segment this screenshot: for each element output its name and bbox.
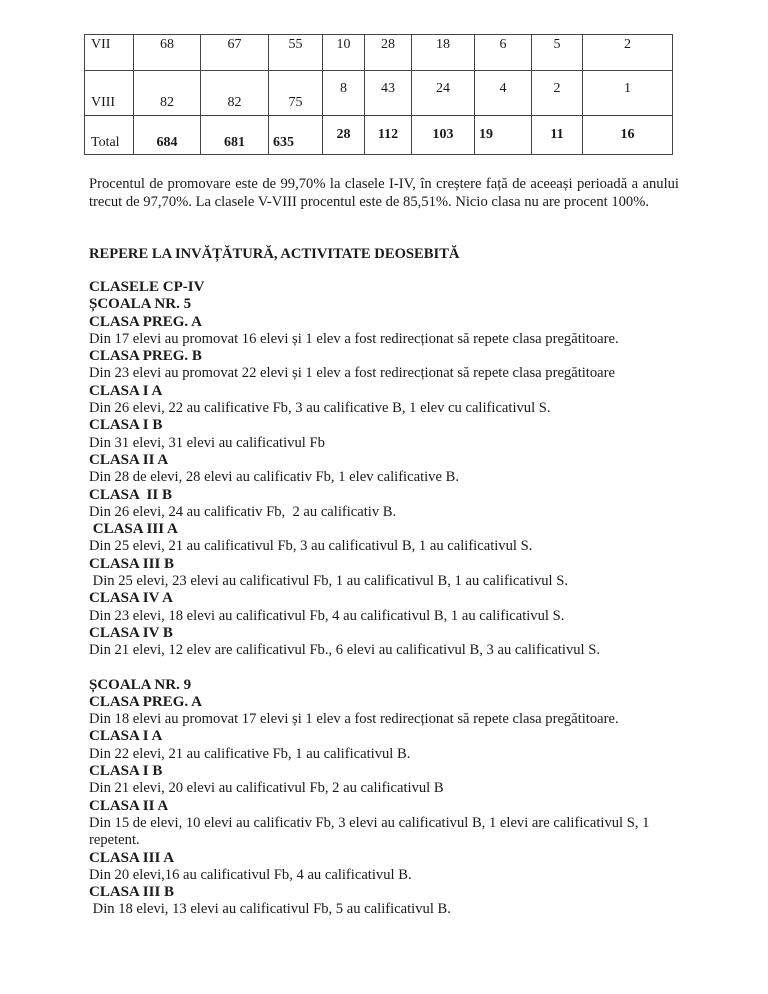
class-description: Din 15 de elevi, 10 elevi au calificativ Fb, 3 elevi au calificativul B, 1 elevi are calificativul S, 1 repetent.	[89, 814, 650, 849]
class-title: CLASA III A	[89, 521, 178, 538]
class-title: CLASA PREG. B	[89, 348, 202, 365]
table-cell: 1	[583, 71, 673, 116]
table-cell: 28	[365, 35, 412, 71]
cycle-title: CLASELE CP-IV	[89, 279, 205, 295]
class-title: CLASA PREG. A	[89, 313, 202, 330]
table-cell: 10	[323, 35, 365, 71]
class-title: CLASA III A	[89, 849, 175, 866]
table-cell: 11	[532, 116, 583, 155]
table-cell: 681	[201, 116, 269, 155]
row-label: VII	[85, 35, 134, 71]
table-cell: 43	[365, 71, 412, 116]
promotion-paragraph: Procentul de promovare este de 99,70% la clasele I-IV, în creștere față de aceeași perioadă a anului trecut de 97,70%. La clasele V-VIII procentul este de 85,51%. Nicio clasa nu are procent 100%.	[89, 176, 679, 210]
table-cell: 635	[269, 116, 323, 155]
table-cell: 2	[532, 71, 583, 116]
class-title: CLASA III B	[89, 884, 175, 901]
table-row	[85, 35, 673, 71]
class-title: CLASA III B	[89, 555, 175, 572]
class-description: Din 23 elevi au promovat 22 elevi și 1 elev a fost redirecționat să repete clasa pregătitoare	[89, 365, 615, 382]
class-title: CLASA II A	[89, 797, 169, 814]
table-cell: 16	[583, 116, 673, 155]
table-cell: 8	[323, 71, 365, 116]
school-section	[89, 296, 689, 659]
class-description: Din 23 elevi, 18 elevi au calificativul Fb, 4 au calificativul B, 1 au calificativul S.	[89, 607, 565, 624]
class-description: Din 18 elevi, 13 elevi au calificativul Fb, 5 au calificativul B.	[89, 901, 451, 918]
table-row	[85, 71, 673, 116]
class-title: CLASA IV A	[89, 590, 173, 607]
school-title: ȘCOALA NR. 9	[89, 676, 192, 693]
spacer	[89, 660, 689, 677]
class-description: Din 26 elevi, 22 au calificative Fb, 3 au calificative B, 1 elev cu calificativul S.	[89, 400, 551, 417]
table-cell: 68	[134, 35, 201, 71]
class-title: CLASA PREG. A	[89, 693, 202, 710]
table-cell: 684	[134, 116, 201, 155]
table-cell: 28	[323, 116, 365, 155]
class-description: Din 21 elevi, 20 elevi au calificativul Fb, 2 au calificativul B	[89, 780, 444, 797]
class-description: Din 17 elevi au promovat 16 elevi și 1 elev a fost redirecționat să repete clasa pregătitoare.	[89, 330, 619, 347]
table-cell: 75	[269, 71, 323, 116]
section-title: REPERE LA INVĂȚĂTURĂ, ACTIVITATE DEOSEBITĂ	[89, 246, 460, 262]
class-description: Din 20 elevi,16 au calificativul Fb, 4 au calificativul B.	[89, 866, 412, 883]
class-description: Din 28 de elevi, 28 elevi au calificativ Fb, 1 elev calificative B.	[89, 469, 459, 486]
class-title: CLASA II B	[89, 486, 172, 503]
class-description: Din 21 elevi, 12 elev are calificativul Fb., 6 elevi au calificativul B, 3 au calificativul S.	[89, 642, 601, 659]
table-cell: 67	[201, 35, 269, 71]
row-label: VIII	[85, 71, 134, 116]
table-cell: 112	[365, 116, 412, 155]
table-cell: 19	[475, 116, 532, 155]
table-cell: 103	[412, 116, 475, 155]
class-description: Din 25 elevi, 21 au calificativul Fb, 3 au calificativul B, 1 au calificativul S.	[89, 538, 533, 555]
class-title: CLASA I B	[89, 763, 163, 780]
table-cell: 4	[475, 71, 532, 116]
class-description: Din 25 elevi, 23 elevi au calificativul Fb, 1 au calificativul B, 1 au calificativul S.	[89, 573, 569, 590]
table-row-total	[85, 116, 673, 155]
table-cell: 24	[412, 71, 475, 116]
results-table	[84, 34, 673, 155]
school-title: ȘCOALA NR. 5	[89, 296, 192, 313]
row-label: Total	[85, 116, 134, 155]
class-title: CLASA IV B	[89, 624, 173, 641]
table-cell: 82	[201, 71, 269, 116]
table-cell: 18	[412, 35, 475, 71]
table-cell: 6	[475, 35, 532, 71]
table-cell: 5	[532, 35, 583, 71]
table-cell: 55	[269, 35, 323, 71]
class-description: Din 22 elevi, 21 au calificative Fb, 1 au calificativul B.	[89, 745, 411, 762]
class-title: CLASA I B	[89, 417, 163, 434]
table-cell: 2	[583, 35, 673, 71]
cycle-section	[89, 279, 689, 919]
class-title: CLASA I A	[89, 382, 163, 399]
class-title: CLASA I A	[89, 728, 163, 745]
school-section	[89, 677, 689, 919]
class-description: Din 26 elevi, 24 au calificativ Fb, 2 au calificativ B.	[89, 503, 397, 520]
class-description: Din 18 elevi au promovat 17 elevi și 1 elev a fost redirecționat să repete clasa pregătitoare.	[89, 711, 619, 728]
class-description: Din 31 elevi, 31 elevi au calificativul Fb	[89, 434, 325, 451]
class-title: CLASA II A	[89, 451, 169, 468]
table-cell: 82	[134, 71, 201, 116]
